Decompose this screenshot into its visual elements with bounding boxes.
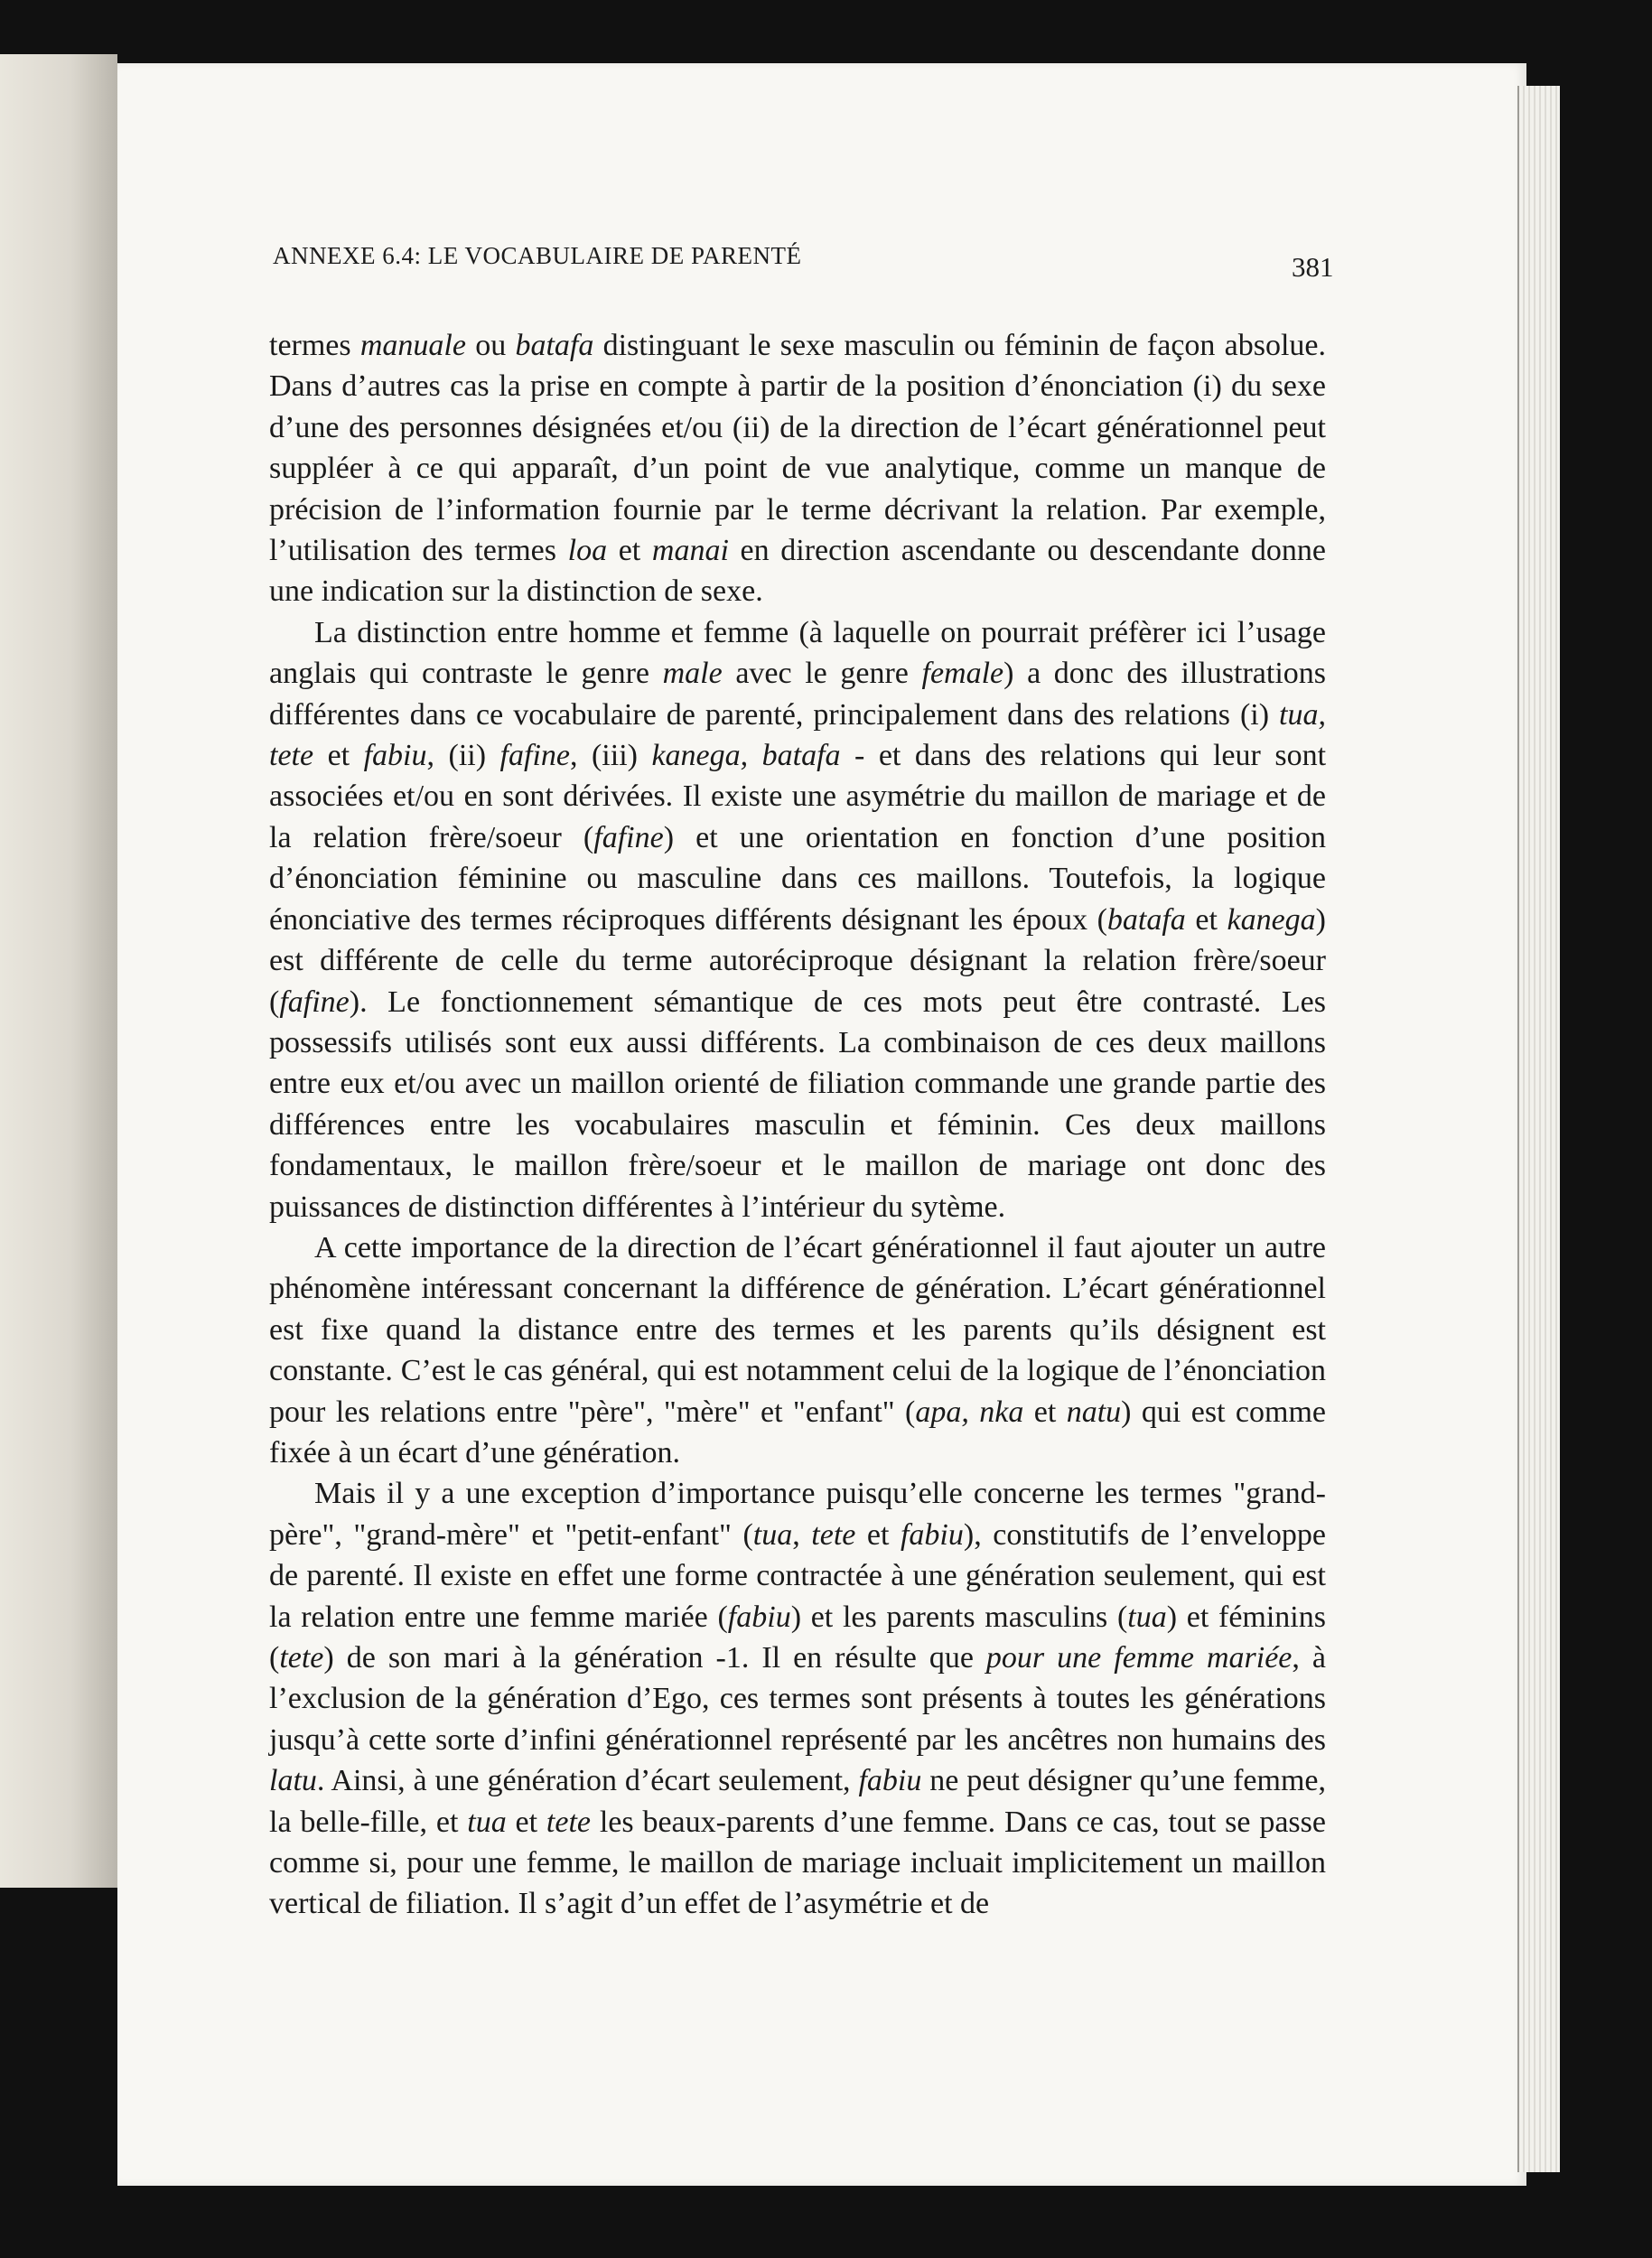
- text-run: ne peut désigner qu’une femme, la belle-fille, et: [269, 1764, 1326, 1839]
- italic-term: fafine: [593, 820, 664, 854]
- text-run: ), constitutifs de l’enveloppe de parenté. Il existe en effet une forme contractée à une génération seulement, qui est la relation entre une femme mariée (: [269, 1517, 1327, 1634]
- text-run: ) qui est comme fixée à un écart d’une génération.: [269, 1395, 1326, 1470]
- italic-term: female: [921, 657, 1004, 691]
- text-run: - et dans des relations qui leur sont associées et/ou en sont dérivées. Il existe une asymétrie du maillon de mariage et de la relation frère/soeur (: [269, 739, 1327, 854]
- text-run: les beaux-parents d’une femme. Dans ce cas, tout se passe comme si, pour une femme, le maillon de mariage incluait implicitement un maillon vertical de filiation. Il s’agit d’un effet de l’asymétrie et de: [269, 1805, 1326, 1921]
- text-run: ) et une orientation en fonction d’une position d’énonciation féminine ou masculine dans ces maillons. Toutefois, la logique énonciative des termes réciproques différents désignant les époux (: [269, 820, 1326, 937]
- italic-term: apa, nka: [915, 1395, 1024, 1429]
- text-run: et: [1023, 1395, 1067, 1429]
- italic-term: kanega, batafa: [651, 739, 841, 773]
- page-stack-edges: [1517, 86, 1560, 2172]
- text-run: en direction ascendante ou descendante donne une indication sur la distinction de sexe.: [269, 534, 1326, 609]
- text-run: et: [855, 1517, 901, 1552]
- facing-page-edge: [0, 54, 117, 1888]
- italic-term: fafine: [499, 739, 570, 773]
- text-run: ) est différente de celle du terme autoréciproque désignant la relation frère/soeur (: [269, 902, 1326, 1019]
- italic-term: fabiu: [900, 1517, 964, 1552]
- text-run: et: [313, 739, 364, 773]
- italic-term: batafa: [1106, 902, 1186, 937]
- page-number: 381: [1292, 251, 1334, 283]
- italic-term: manuale: [359, 329, 466, 362]
- italic-term: tua, tete: [269, 697, 1326, 773]
- text-run: , (ii): [426, 739, 500, 773]
- italic-term: male: [662, 657, 723, 691]
- text-run: avec le genre: [722, 657, 922, 691]
- italic-term: manai: [651, 534, 729, 568]
- body-text: [269, 325, 1326, 1925]
- text-run: ). Le fonctionnement sémantique de ces mots peut être contrasté. Les possessifs utilisés sont eux aussi différents. La combinaison de ces deux maillons entre eux et/ou avec un maillon orienté de filiation commande une grande partie des différences entre les vocabulaires masculin et féminin. Ces deux maillons fondamentaux, le maillon frère/soeur et le maillon de mariage ont donc des puissances de distinction différentes à l’intérieur du sytème.: [269, 984, 1326, 1224]
- paragraph-1: [269, 325, 1326, 612]
- text-run: A cette importance de la direction de l’écart générationnel il faut ajouter un autre phénomène intéressant concernant la différence de génération. L’écart générationnel est fixe quand la distance entre des termes et les parents qu’ils désignent est constante. C’est le cas général, qui est notamment celui de la logique de l’énonciation pour les relations entre "père", "mère" et "enfant" (: [269, 1230, 1326, 1429]
- italic-term: tete: [546, 1805, 591, 1839]
- italic-term: pour une femme mariée: [985, 1641, 1293, 1675]
- italic-term: tua: [752, 1517, 793, 1552]
- text-run: ,: [792, 1517, 812, 1552]
- text-run: ) et les parents masculins (: [790, 1600, 1128, 1634]
- text-run: Mais il y a une exception d’importance puisqu’elle concerne les termes "grand-père", "grand-mère" et "petit-enfant" (: [269, 1477, 1326, 1552]
- italic-term: tete: [279, 1641, 324, 1675]
- text-run: ) et féminins (: [269, 1600, 1326, 1675]
- text-run: . Ainsi, à une génération d’écart seulement,: [316, 1764, 859, 1798]
- text-run: et: [1185, 902, 1227, 937]
- paragraph-3: [269, 1227, 1326, 1473]
- text-run: et: [607, 534, 652, 568]
- paragraph-2: [269, 612, 1326, 1227]
- italic-term: fafine: [279, 984, 350, 1019]
- italic-term: tete: [811, 1517, 856, 1552]
- text-run: ou: [465, 329, 516, 362]
- italic-term: kanega: [1227, 902, 1316, 937]
- text-run: , à l’exclusion de la génération d’Ego, ces termes sont présents à toutes les générations jusqu’à cette sorte d’infini générationnel représenté par les ancêtres non humains des: [269, 1641, 1326, 1757]
- italic-term: batafa: [515, 329, 594, 362]
- italic-term: tua: [1127, 1600, 1167, 1634]
- text-run: et: [506, 1805, 546, 1839]
- italic-term: fabiu: [727, 1600, 791, 1634]
- italic-term: fabiu: [363, 739, 427, 773]
- italic-term: natu: [1066, 1395, 1122, 1429]
- text-run: La distinction entre homme et femme (à laquelle on pourrait préfèrer ici l’usage anglais qui contraste le genre: [269, 615, 1326, 691]
- italic-term: tua: [467, 1805, 507, 1839]
- italic-term: fabiu: [858, 1764, 922, 1798]
- paragraph-4: [269, 1473, 1326, 1924]
- text-run: ) a donc des illustrations différentes dans ce vocabulaire de parenté, principalement dans des relations (i): [269, 657, 1326, 732]
- text-run: ) de son mari à la génération -1. Il en résulte que: [323, 1641, 986, 1675]
- text-run: , (iii): [569, 739, 652, 773]
- text-run: distinguant le sexe masculin ou féminin de façon absolue. Dans d’autres cas la prise en compte à partir de la position d’énonciation (i) du sexe d’une des personnes désignées et/ou (ii) de la direction de l’écart générationnel peut suppléer à ce qui apparaît, d’un point de vue analytique, comme un manque de précision de l’information fournie par le terme décrivant la relation. Par exemple, l’utilisation des termes: [269, 329, 1327, 568]
- running-head: ANNEXE 6.4: LE VOCABULAIRE DE PARENTÉ: [273, 242, 802, 269]
- italic-term: latu: [269, 1764, 317, 1798]
- text-run: termes: [269, 329, 360, 362]
- italic-term: loa: [567, 534, 608, 568]
